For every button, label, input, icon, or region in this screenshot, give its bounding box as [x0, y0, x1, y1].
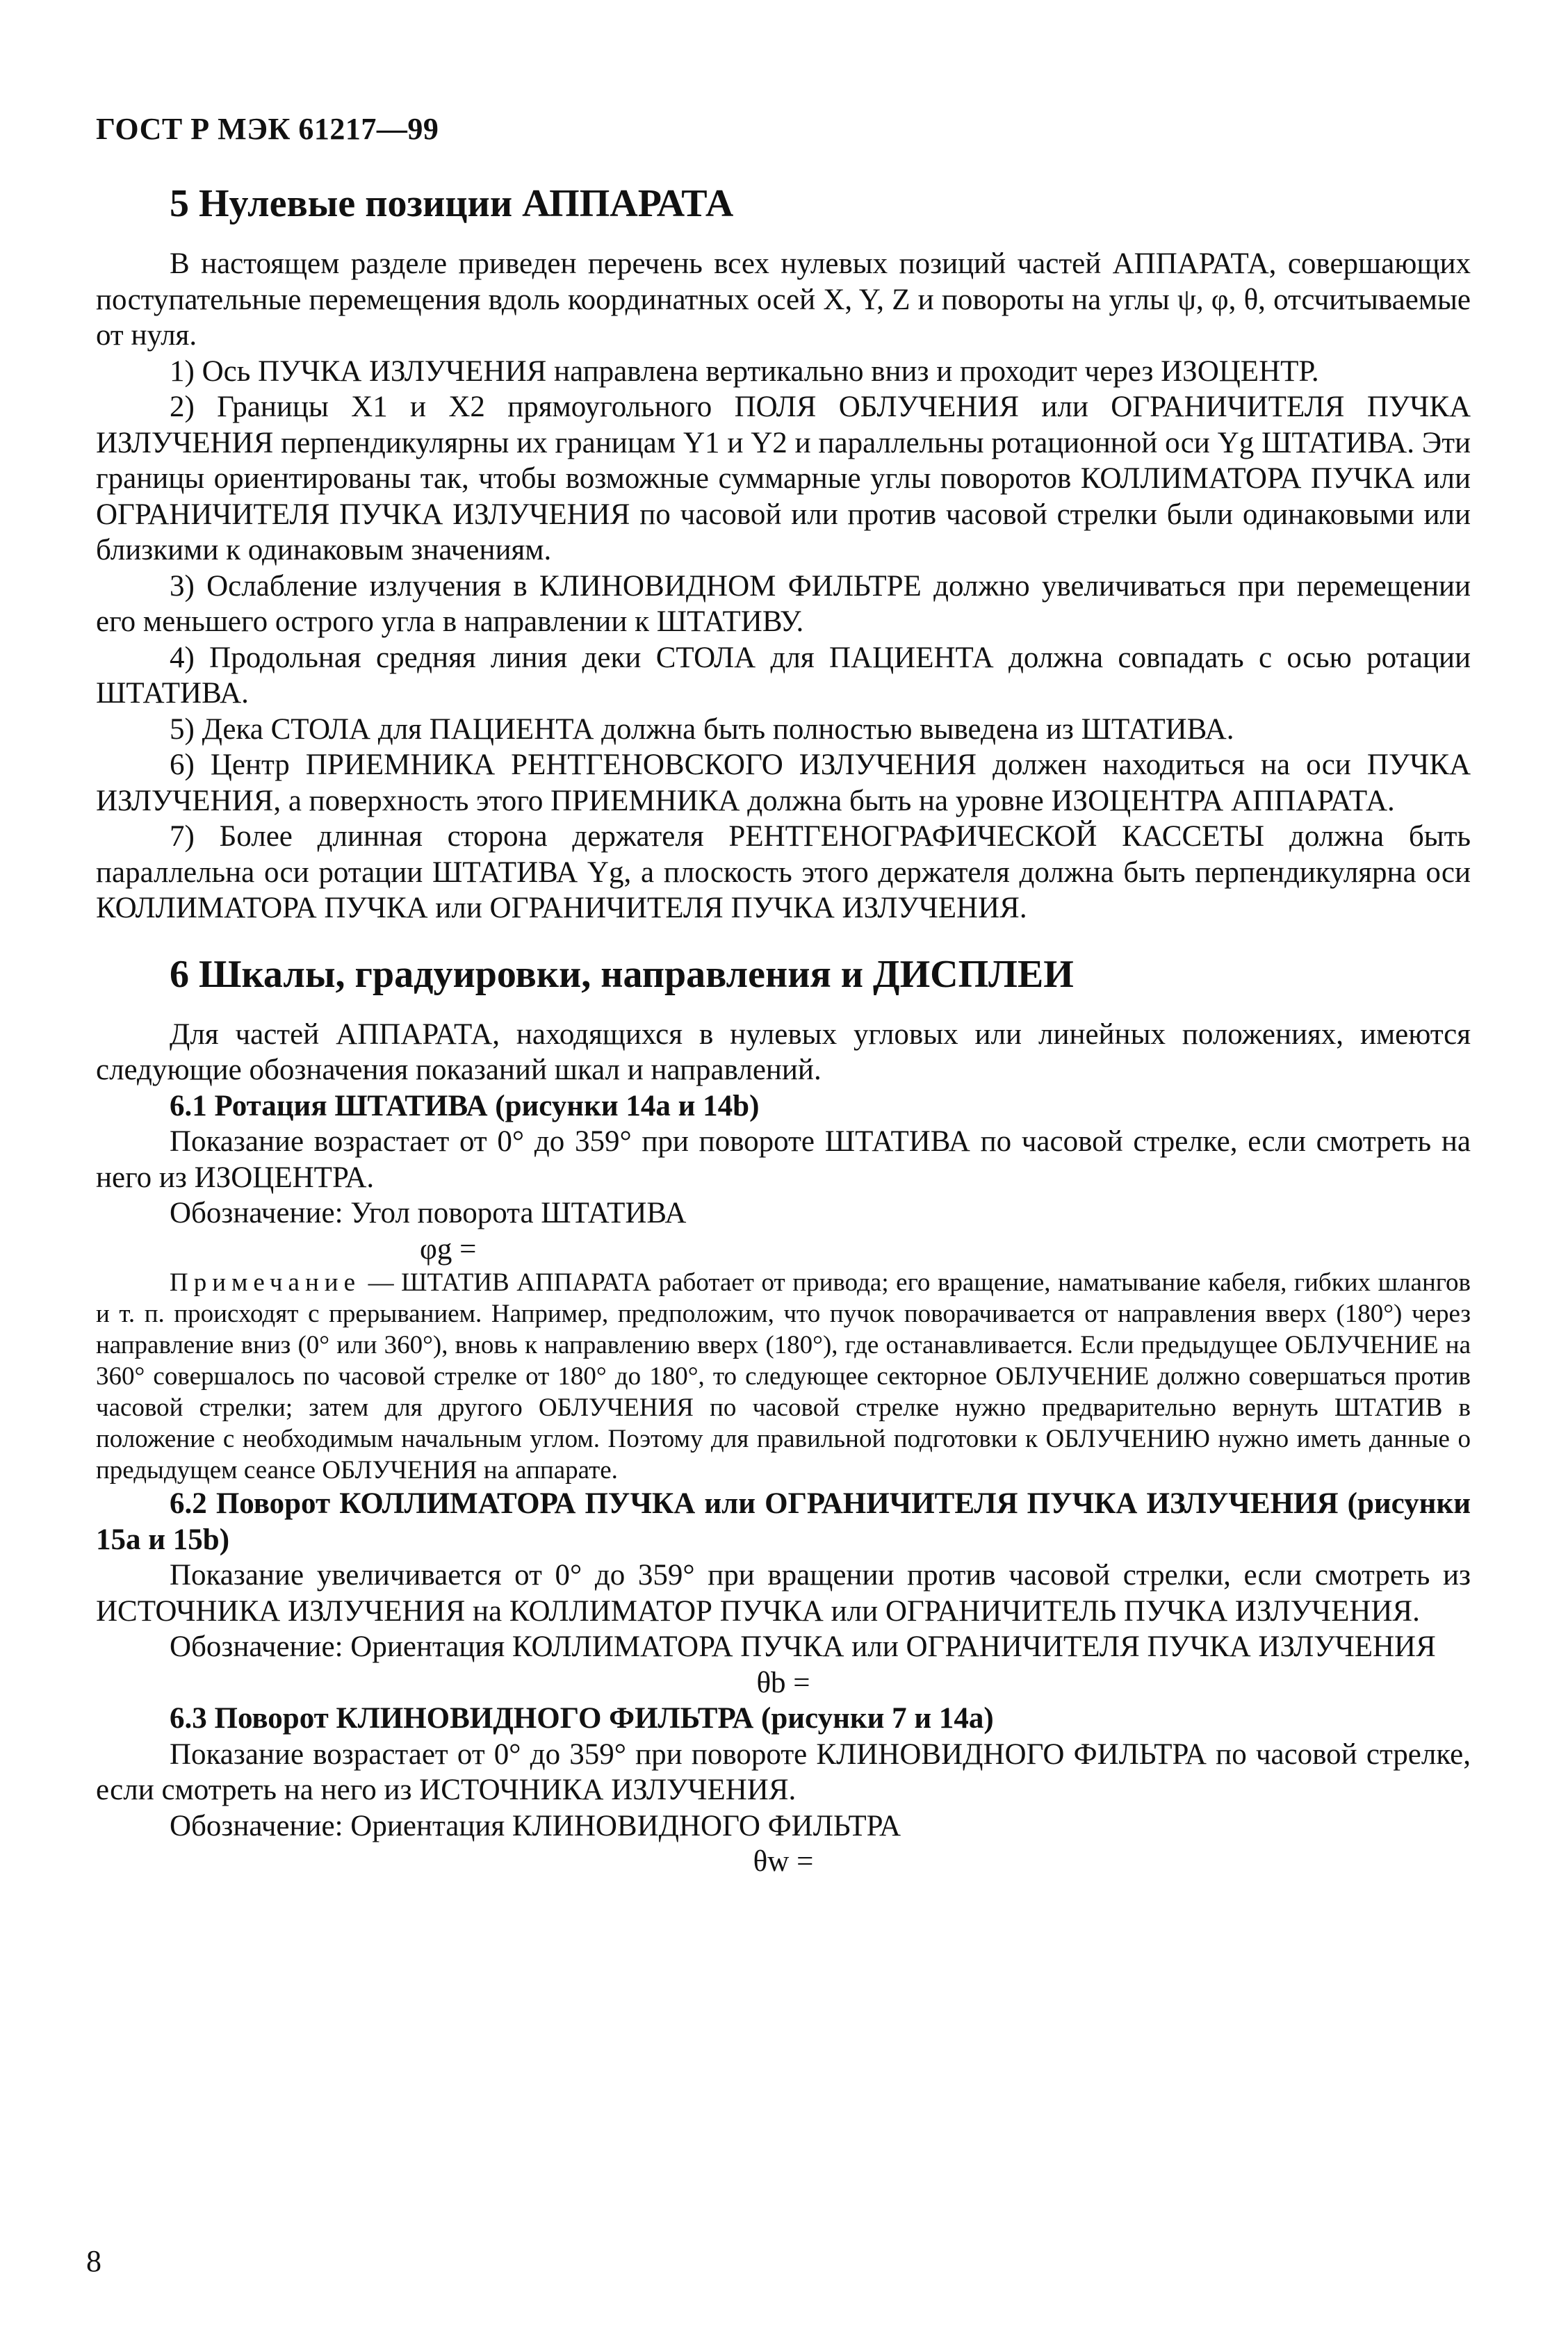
subsection-6-3-designation: Обозначение: Ориентация КЛИНОВИДНОГО ФИЛЬТРА — [170, 1809, 901, 1842]
zero-position-item-1: 1) Ось ПУЧКА ИЗЛУЧЕНИЯ направлена вертикально вниз и проходит через ИЗОЦЕНТР. — [170, 354, 1319, 388]
note-text: — ШТАТИВ АППАРАТА работает от привода; его вращение, наматывание кабеля, гибких шлангов и т. п. происходят с прерыванием. Например, предположим, что пучок поворачивается от направления вверх (180°) через направление вниз (0° или 360°), вновь к направлению вверх (180°), где останавливается. Если предыдущее ОБЛУЧЕНИЕ на 360° совершалось по часовой стрелке от 180° до 180°, то следующее секторное ОБЛУЧЕНИЕ должно совершаться против часовой стрелки; затем для другого ОБЛУЧЕНИЯ по часовой стрелке нужно предварительно вернуть ШТАТИВ в положение с необходимым начальным углом. Поэтому для правильной подготовки к ОБЛУЧЕНИЮ нужно иметь данные о предыдущем сеансе ОБЛУЧЕНИЯ на аппарате. — [96, 1268, 1471, 1485]
section-6-intro: Для частей АППАРАТА, находящихся в нулевых угловых или линейных положениях, имеются следующие обозначения показаний шкал и направлений. — [96, 1017, 1471, 1086]
subsection-6-2-title: 6.2 Поворот КОЛЛИМАТОРА ПУЧКА или ОГРАНИЧИТЕЛЯ ПУЧКА ИЗЛУЧЕНИЯ (рисунки 15a и 15b) — [96, 1487, 1471, 1556]
zero-position-item-2: 2) Границы X1 и X2 прямоугольного ПОЛЯ ОБЛУЧЕНИЯ или ОГРАНИЧИТЕЛЯ ПУЧКА ИЗЛУЧЕНИЯ перпендикулярны их границам Y1 и Y2 и параллельны ротационной оси Yg ШТАТИВА. Эти границы ориентированы так, чтобы возможные суммарные углы поворотов КОЛЛИМАТОРА ПУЧКА или ОГРАНИЧИТЕЛЯ ПУЧКА ИЗЛУЧЕНИЯ по часовой или против часовой стрелки были одинаковыми или близкими к одинаковым значениям. — [96, 391, 1471, 566]
subsection-6-2-text: Показание увеличивается от 0° до 359° при вращении против часовой стрелки, если смотреть из ИСТОЧНИКА ИЗЛУЧЕНИЯ на КОЛЛИМАТОР ПУЧКА или ОГРАНИЧИТЕЛЬ ПУЧКА ИЗЛУЧЕНИЯ. — [96, 1559, 1471, 1628]
subsection-6-1-designation: Обозначение: Угол поворота ШТАТИВА — [170, 1197, 687, 1229]
zero-position-item-4: 4) Продольная средняя линия деки СТОЛА для ПАЦИЕНТА должна совпадать с осью ротации ШТАТИВА. — [96, 641, 1471, 710]
section-5-intro: В настоящем разделе приведен перечень всех нулевых позиций частей АППАРАТА, совершающих поступательные перемещения вдоль координатных осей X, Y, Z и повороты на углы ψ, φ, θ, отсчитываемые от нуля. — [96, 247, 1471, 352]
zero-position-item-6: 6) Центр ПРИЕМНИКА РЕНТГЕНОВСКОГО ИЗЛУЧЕНИЯ должен находиться на оси ПУЧКА ИЗЛУЧЕНИЯ, а поверхность этого ПРИЕМНИКА должна быть на уровне ИЗОЦЕНТРА АППАРАТА. — [96, 749, 1471, 817]
document-header: ГОСТ Р МЭК 61217—99 — [96, 112, 439, 146]
zero-position-item-7: 7) Более длинная сторона держателя РЕНТГЕНОГРАФИЧЕСКОЙ КАССЕТЫ должна быть параллельна оси ротации ШТАТИВА Yg, а плоскость этого держателя должна быть перпендикулярна оси КОЛЛИМАТОРА ПУЧКА или ОГРАНИЧИТЕЛЯ ПУЧКА ИЗЛУЧЕНИЯ. — [96, 820, 1471, 924]
subsection-6-1-note — [96, 1267, 1471, 1486]
subsection-6-1-title: 6.1 Ротация ШТАТИВА (рисунки 14a и 14b) — [170, 1089, 760, 1122]
section-5-title: 5 Нулевые позиции АППАРАТА — [170, 182, 734, 225]
zero-position-item-5: 5) Дека СТОЛА для ПАЦИЕНТА должна быть полностью выведена из ШТАТИВА. — [170, 712, 1234, 746]
section-6-title: 6 Шкалы, градуировки, направления и ДИСПЛЕИ — [170, 952, 1074, 996]
note-label: Примечание — [170, 1268, 361, 1297]
page-content — [96, 179, 1471, 1880]
subsection-6-1-formula: φg = — [420, 1232, 477, 1266]
subsection-6-2-designation: Обозначение: Ориентация КОЛЛИМАТОРА ПУЧКА или ОГРАНИЧИТЕЛЯ ПУЧКА ИЗЛУЧЕНИЯ — [170, 1630, 1436, 1663]
zero-position-item-3: 3) Ослабление излучения в КЛИНОВИДНОМ ФИЛЬТРЕ должно увеличиваться при перемещении его меньшего острого угла в направлении к ШТАТИВУ. — [96, 569, 1471, 638]
subsection-6-3-title: 6.3 Поворот КЛИНОВИДНОГО ФИЛЬТРА (рисунки 7 и 14a) — [170, 1702, 994, 1735]
subsection-6-3-formula: θw = — [753, 1845, 814, 1878]
page-number: 8 — [86, 2244, 101, 2278]
subsection-6-2-formula: θb = — [756, 1666, 810, 1699]
subsection-6-3-text: Показание возрастает от 0° до 359° при повороте КЛИНОВИДНОГО ФИЛЬТРА по часовой стрелке, если смотреть на него из ИСТОЧНИКА ИЗЛУЧЕНИЯ. — [96, 1737, 1471, 1806]
subsection-6-1-text: Показание возрастает от 0° до 359° при повороте ШТАТИВА по часовой стрелке, если смотреть на него из ИЗОЦЕНТРА. — [96, 1125, 1471, 1194]
